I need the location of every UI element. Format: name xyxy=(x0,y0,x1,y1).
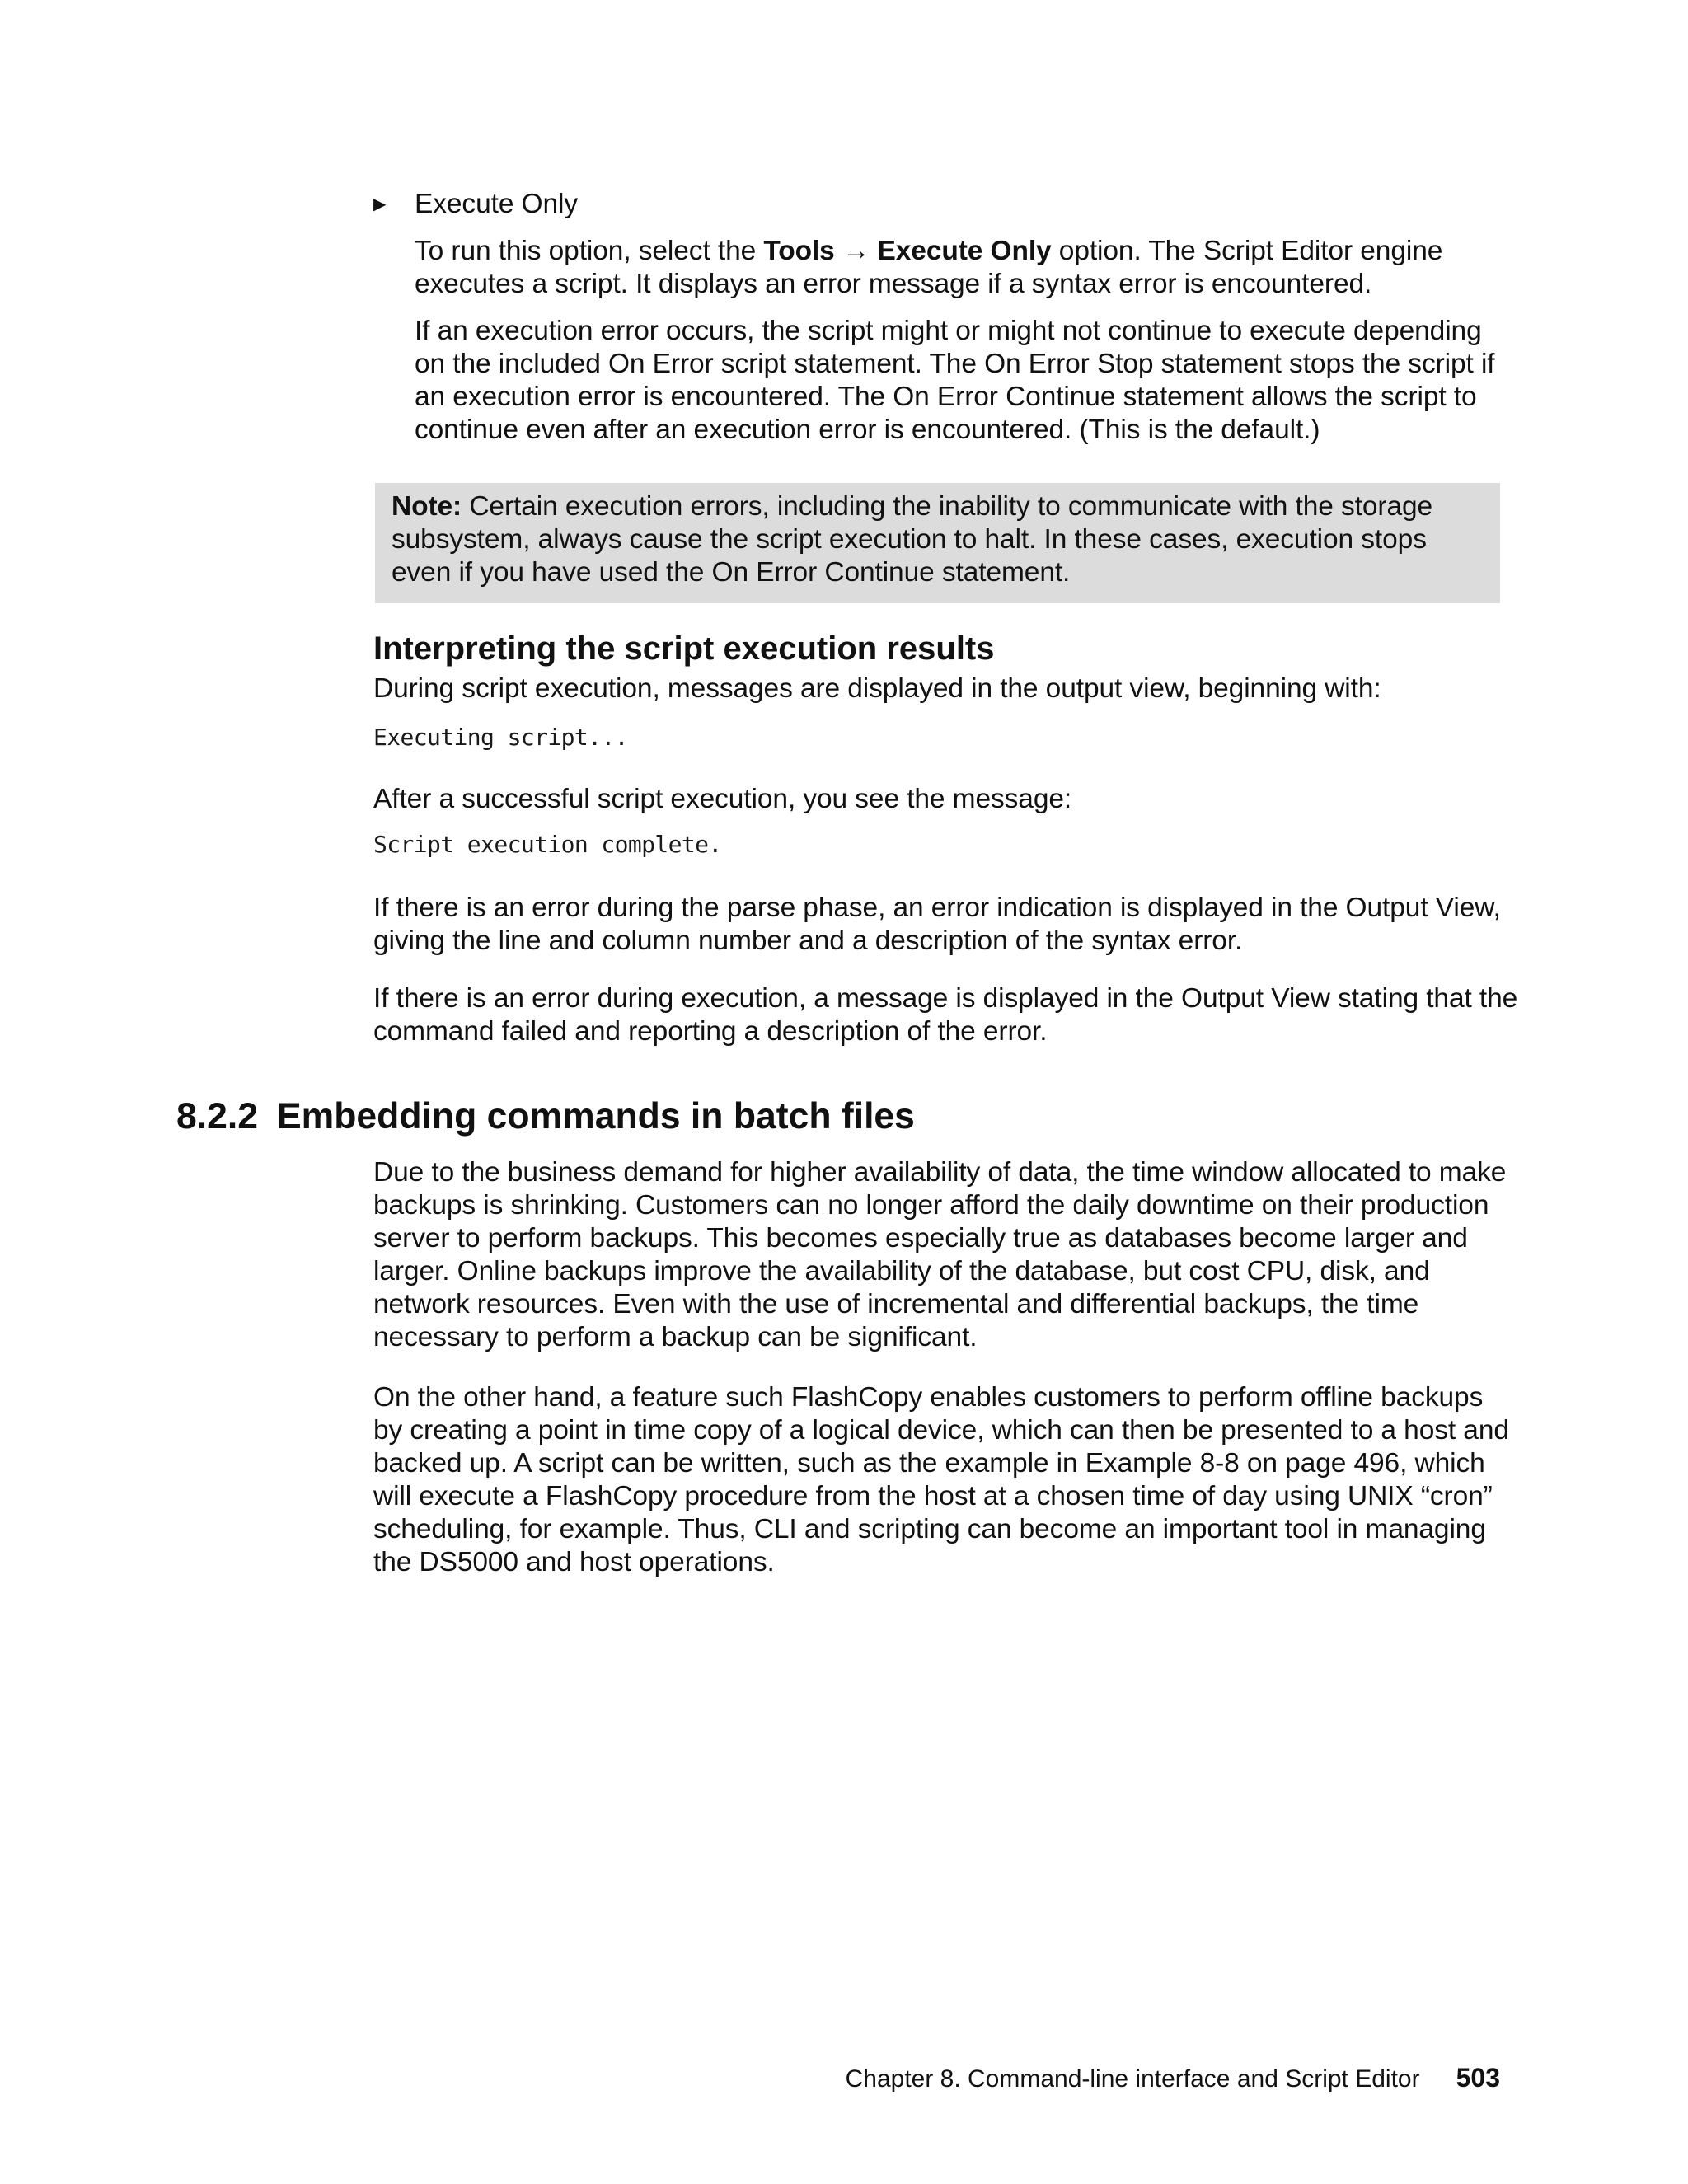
section-number: 8.2.2 xyxy=(176,1096,258,1137)
code-executing-script: Executing script... xyxy=(373,724,628,751)
arrow-icon: → xyxy=(834,236,878,266)
code-script-complete: Script execution complete. xyxy=(373,831,722,858)
note-text: Certain execution errors, including the inability to communicate with the storage subsystem, always cause the script execution to halt. In these cases, execution stops even if you have used the On Error Continue statement. xyxy=(392,491,1433,588)
parse-error-paragraph: If there is an error during the parse phase, an error indication is displayed in the Output View, giving the line and column number and a description of the syntax error. xyxy=(373,893,1501,956)
bullet-label: Execute Only xyxy=(415,189,579,219)
section-heading-8-2-2 xyxy=(176,1094,1495,1139)
exec-error-paragraph: If there is an error during execution, a message is displayed in the Output View stating that the command failed and reporting a description of the error. xyxy=(373,983,1518,1047)
execution-error-paragraph: If an execution error occurs, the script might or might not continue to execute depending on the included On Error script statement. The On Error Stop statement stops the script if an execution error is encountered. The On Error Continue statement allows the script to continue even after an execution error is encountered. (This is the default.) xyxy=(415,316,1495,445)
footer-chapter: Chapter 8. Command-line interface and Script Editor xyxy=(845,2065,1420,2093)
section-title: Embedding commands in batch files xyxy=(277,1096,915,1137)
batch-paragraph-2: On the other hand, a feature such FlashCopy enables customers to perform offline backups by creating a point in time copy of a logical device, which can then be presented to a host and backed up. A script can be written, such as the example in Example 8-8 on page 496, which will execute a FlashCopy procedure from the host at a chosen time of day using UNIX “cron” scheduling, for example. Thus, CLI and scripting can become an important tool in managing the DS5000 and host operations. xyxy=(373,1382,1509,1577)
page-footer xyxy=(846,2061,1500,2096)
results-after: After a successful script execution, you see the message: xyxy=(373,784,1072,814)
note-label: Note: xyxy=(392,491,462,522)
execute-only-paragraph: To run this option, select the Tools → Execute Only option. The Script Editor engine executes a script. It displays an error message if a syntax error is encountered. xyxy=(415,236,1443,299)
menu-execute-only: Execute Only xyxy=(877,236,1052,266)
results-intro: During script execution, messages are displayed in the output view, beginning with: xyxy=(373,673,1381,704)
menu-tools: Tools xyxy=(763,236,835,266)
page-number: 503 xyxy=(1456,2063,1500,2093)
batch-paragraph-1: Due to the business demand for higher availability of data, the time window allocated to make backups is shrinking. Customers can no longer afford the daily downtime on their production server to perform backups. This becomes especially true as databases become larger and larger. Online backups improve the availability of the database, but cost CPU, disk, and network resources. Even with the use of incremental and differential backups, the time necessary to perform a backup can be significant. xyxy=(373,1157,1507,1352)
note-box xyxy=(375,483,1500,603)
bullet-execute-only xyxy=(373,188,1519,447)
results-heading: Interpreting the script execution results xyxy=(373,630,995,667)
bullet-triangle-icon: ▶ xyxy=(373,195,387,213)
